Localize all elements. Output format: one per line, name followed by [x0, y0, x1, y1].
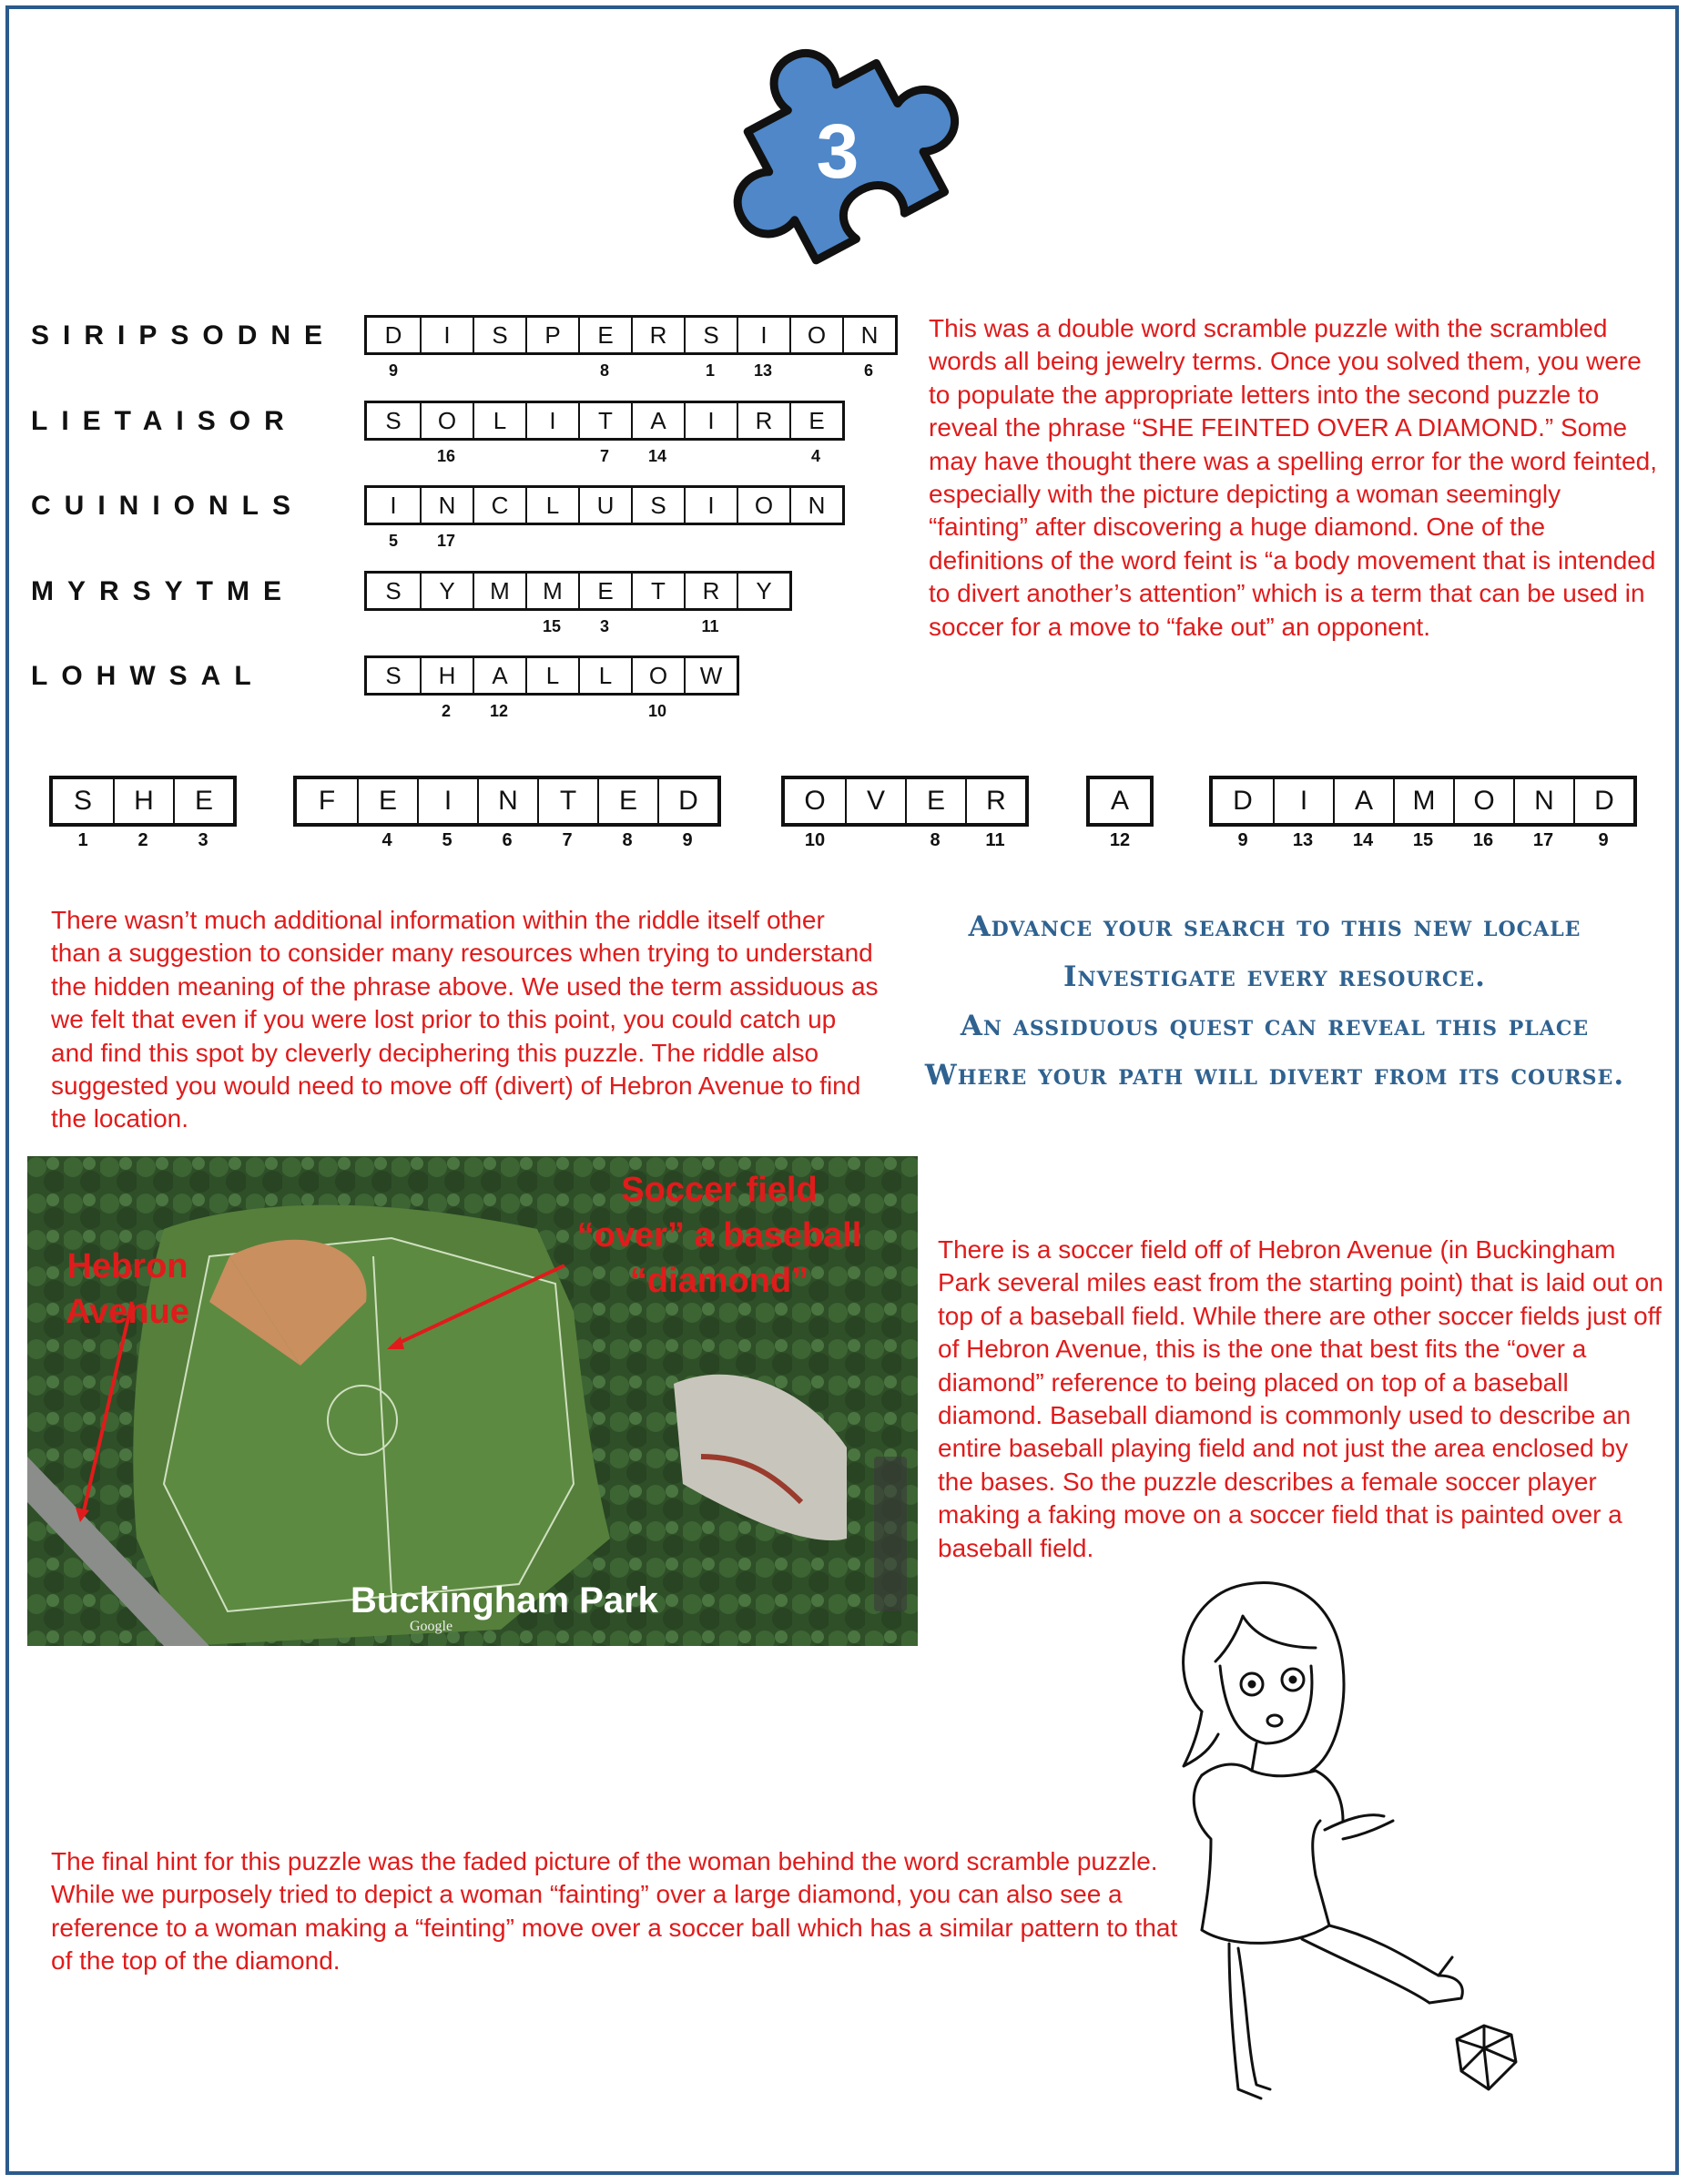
riddle-line: Investigate every resource.: [1063, 960, 1486, 993]
answer-row-shallow: [364, 655, 739, 696]
puzzle-piece-icon: [701, 9, 974, 282]
letter-cell: U: [578, 488, 631, 523]
explanation-riddle: There wasn’t much additional information within the riddle itself other than a suggestion to consider many resources when trying to understand the hidden meaning of the phrase above. We used the term assiduous as we felt that even if you were lost prior to this point, you could catch up and find this spot by cleverly deciphering this puzzle. The riddle also suggested you would need to move off (divert) of Hebron Avenue to find the location.: [51, 906, 879, 1133]
letter-cell: N: [842, 318, 895, 352]
label-soccer-line: Soccer field: [621, 1171, 818, 1209]
label-soccer-line: “over” a baseball: [576, 1216, 862, 1255]
scrambled-word: MYRSYTME: [31, 576, 296, 606]
phrase-number: 9: [682, 830, 693, 850]
riddle-line: An assiduous quest can reveal this place: [960, 1010, 1590, 1042]
phrase-word-she: [49, 776, 237, 827]
answer-row-inclusion: [364, 485, 845, 525]
cell-number: 6: [863, 361, 873, 380]
phrase-number: 1: [77, 830, 88, 850]
letter-cell: R: [631, 318, 684, 352]
explanation-scramble: This was a double word scramble puzzle with the scrambled words all being jewelry terms. Once you solved them, you were to populate the appropriate letters into the second puzzle to reveal the phrase “SHE FEINTED OVER A DIAMOND.” Some may have thought there was a spelling error for the word feinted, especially with the picture depicting a woman seemingly “fainting” after discovering a huge diamond. One of the definitions of the word feint is “a body movement that is intended to divert another’s attention” which is a term that can be used in soccer for a move to “fake out” an opponent.: [929, 314, 1657, 641]
phrase-number: 9: [1598, 830, 1609, 850]
phrase-word-feinted: [293, 776, 721, 827]
answer-row-symmetry: [364, 571, 792, 611]
scrambled-word: LIETAISOR: [31, 406, 298, 436]
cell-number: 15: [542, 617, 562, 635]
phrase-letter: E: [173, 779, 233, 823]
label-soccer-line: “diamond”: [629, 1262, 809, 1300]
phrase-letter: F: [318, 786, 336, 816]
puzzle-number: 3: [816, 108, 859, 194]
letter-cell: I: [737, 318, 789, 352]
cell-number: 7: [599, 447, 609, 465]
letter-cell: L: [578, 658, 631, 693]
letter-cell: S: [385, 406, 402, 434]
letter-cell: S: [385, 661, 402, 689]
letter-cell: E: [578, 318, 631, 352]
phrase-word-diamond: [1209, 776, 1637, 827]
letter-cell: R: [684, 574, 737, 608]
phrase-number: 16: [1472, 830, 1494, 850]
phrase-number: 10: [804, 830, 826, 850]
letter-cell: O: [737, 488, 789, 523]
cell-number: 13: [753, 361, 773, 380]
phrase-letter: E: [905, 779, 965, 823]
phrase-number: 13: [1292, 830, 1314, 850]
letter-cell: A: [473, 658, 525, 693]
scrambled-word: CUINIONLS: [31, 491, 304, 521]
phrase-letter: E: [357, 779, 417, 823]
cell-number: 2: [441, 702, 451, 720]
phrase-letter: A: [1110, 786, 1129, 816]
letter-cell: L: [525, 658, 578, 693]
phrase-letter: R: [965, 779, 1025, 823]
cell-number: 3: [599, 617, 609, 635]
letter-cell: M: [525, 574, 578, 608]
explanation-soccer-field: There is a soccer field off of Hebron Avenue (in Buckingham Park several miles east from the starting point) that is laid out on top of a baseball field. While there are other soccer fields just off of Hebron Avenue, this is the one that best fits the “over a diamond” reference to being placed on top of a baseball diamond. Baseball diamond is commonly used to describe an entire baseball playing field and not just the area enclosed by the bases. So the puzzle describes a female soccer player making a faking move on a soccer field that is painted over a baseball field.: [938, 1235, 1663, 1562]
letter-cell: L: [525, 488, 578, 523]
diamond-icon: [1457, 2026, 1516, 2089]
phrase-number: 8: [930, 830, 941, 850]
letter-cell: O: [420, 403, 473, 438]
phrase-letter: S: [73, 786, 92, 816]
letter-cell: I: [684, 403, 737, 438]
scrambled-word: SIRIPSODNE: [31, 320, 337, 350]
phrase-number: 9: [1237, 830, 1248, 850]
woman-soccer-illustration: [1147, 1575, 1584, 2121]
phrase-number: 14: [1352, 830, 1374, 850]
answer-row-solitaire: [364, 401, 845, 441]
letter-cell: S: [385, 576, 402, 604]
letter-cell: I: [684, 488, 737, 523]
letter-cell: I: [390, 491, 397, 519]
cell-number: 17: [436, 532, 456, 550]
phrase-letter: I: [1273, 779, 1333, 823]
letter-cell: D: [384, 320, 402, 349]
letter-cell: A: [631, 403, 684, 438]
google-watermark: Google: [410, 1619, 453, 1634]
cell-number: 4: [810, 447, 820, 465]
letter-cell: E: [789, 403, 842, 438]
phrase-letter: N: [477, 779, 537, 823]
phrase-letter: E: [597, 779, 657, 823]
phrase-letter: D: [657, 779, 717, 823]
letter-cell: E: [578, 574, 631, 608]
phrase-number: 8: [622, 830, 633, 850]
label-soccer-field: [528, 1167, 910, 1304]
phrase-letter: D: [1233, 786, 1253, 816]
cell-number: 16: [436, 447, 456, 465]
letter-cell: T: [578, 403, 631, 438]
cell-number: 8: [599, 361, 609, 380]
phrase-number: 5: [442, 830, 453, 850]
phrase-letter: O: [1453, 779, 1513, 823]
cell-number: 14: [647, 447, 667, 465]
letter-cell: I: [420, 318, 473, 352]
cell-number: 1: [705, 361, 715, 380]
cell-number: 9: [388, 361, 398, 380]
phrase-number: 12: [1109, 830, 1131, 850]
answer-row-dispersion: [364, 315, 898, 355]
phrase-number: 3: [198, 830, 208, 850]
cell-number: 10: [647, 702, 667, 720]
phrase-letter: D: [1573, 779, 1633, 823]
phrase-letter: O: [804, 786, 826, 816]
letter-cell: R: [737, 403, 789, 438]
letter-cell: S: [631, 488, 684, 523]
phrase-letter: V: [845, 779, 905, 823]
letter-cell: C: [473, 488, 525, 523]
letter-cell: Y: [420, 574, 473, 608]
letter-cell: L: [473, 403, 525, 438]
letter-cell: N: [420, 488, 473, 523]
phrase-letter: I: [417, 779, 477, 823]
explanation-final-hint: The final hint for this puzzle was the faded picture of the woman behind the word scramble puzzle. While we purposely tried to depict a woman “fainting” over a large diamond, you can also see a reference to a woman making a “feinting” move over a soccer ball which has a similar pattern to that of the top of the diamond.: [51, 1847, 1178, 1976]
cell-number: 5: [388, 532, 398, 550]
letter-cell: T: [631, 574, 684, 608]
label-hebron-line: Hebron: [66, 1247, 188, 1285]
phrase-number: 6: [502, 830, 513, 850]
phrase-number: 2: [137, 830, 148, 850]
letter-cell: H: [420, 658, 473, 693]
letter-cell: Y: [737, 574, 789, 608]
phrase-number: 15: [1412, 830, 1434, 850]
letter-cell: P: [525, 318, 578, 352]
letter-cell: O: [789, 318, 842, 352]
phrase-letter: T: [537, 779, 597, 823]
letter-cell: S: [684, 318, 737, 352]
phrase-letter: H: [113, 779, 173, 823]
letter-cell: O: [631, 658, 684, 693]
phrase-letter: M: [1393, 779, 1453, 823]
letter-cell: S: [473, 318, 525, 352]
phrase-number: 7: [562, 830, 573, 850]
aerial-map-image: [27, 1156, 918, 1646]
scrambled-word: LOHWSAL: [31, 661, 265, 691]
phrase-number: 4: [381, 830, 392, 850]
cell-number: 11: [701, 617, 719, 635]
phrase-number: 17: [1532, 830, 1554, 850]
phrase-word-a: [1086, 776, 1154, 827]
label-buckingham-park: Buckingham Park: [351, 1580, 658, 1620]
phrase-letter: A: [1333, 779, 1393, 823]
phrase-letter: N: [1513, 779, 1573, 823]
label-hebron-avenue: [55, 1244, 200, 1335]
label-hebron-line: Avenue: [66, 1293, 189, 1331]
riddle-line: Where your path will divert from its course.: [924, 1059, 1625, 1092]
phrase-word-over: [781, 776, 1029, 827]
phrase-number: 11: [985, 830, 1005, 850]
cell-number: 12: [489, 702, 509, 720]
letter-cell: W: [684, 658, 737, 693]
letter-cell: I: [525, 403, 578, 438]
letter-cell: M: [473, 574, 525, 608]
letter-cell: N: [789, 488, 842, 523]
riddle-line: Advance your search to this new locale: [968, 910, 1581, 943]
